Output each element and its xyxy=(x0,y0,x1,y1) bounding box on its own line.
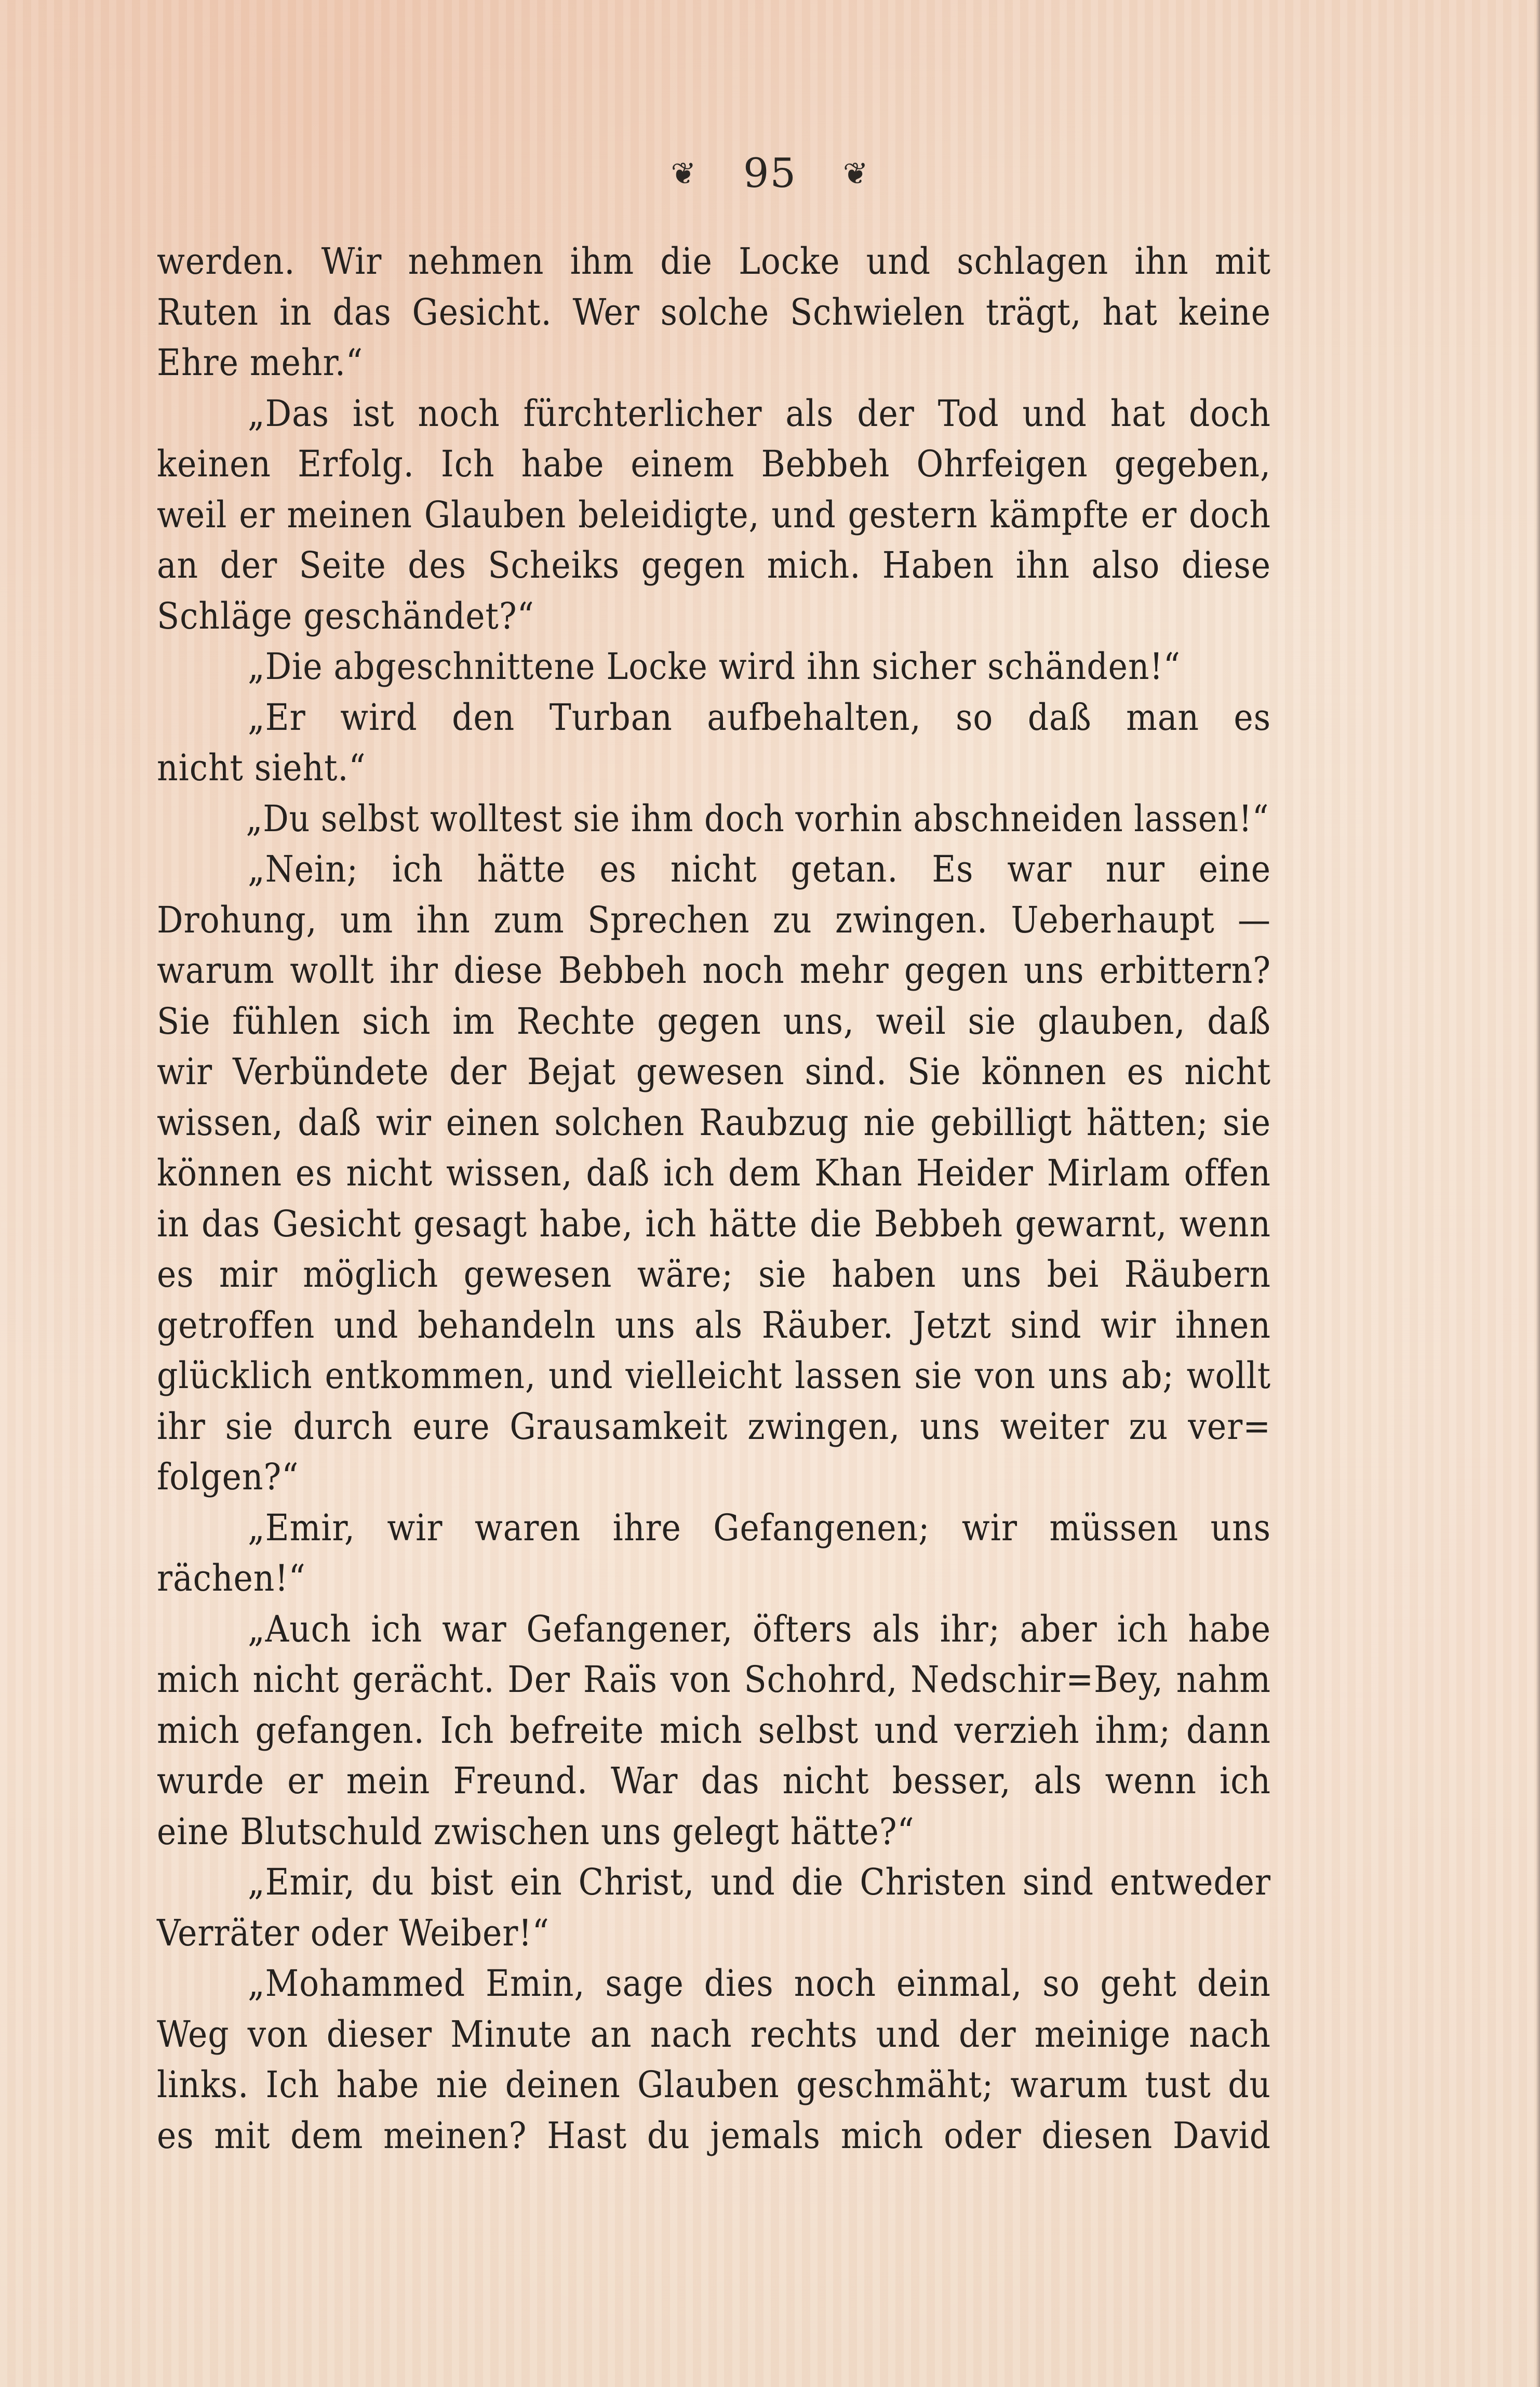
page-number: 95 xyxy=(743,150,797,197)
text-line: in das Gesicht gesagt habe, ich hätte die Bebbeh gewarnt, wenn xyxy=(157,1202,1271,1245)
body-text xyxy=(157,236,1271,2161)
paragraph-first-line: „Die abgeschnittene Locke wird ihn sicher schänden!“ xyxy=(248,645,1181,688)
text-line: es mit dem meinen? Hast du jemals mich oder diesen David xyxy=(157,2114,1271,2157)
text-line: Ehre mehr.“ xyxy=(157,341,364,384)
text-line: nicht sieht.“ xyxy=(157,746,366,789)
paragraph-first-line: „Emir, wir waren ihre Gefangenen; wir müssen uns xyxy=(248,1506,1271,1549)
text-line: Drohung, um ihn zum Sprechen zu zwingen. Ueberhaupt — xyxy=(157,898,1271,941)
text-line: getroffen und behandeln uns als Räuber. Jetzt sind wir ihnen xyxy=(157,1303,1271,1346)
text-line: warum wollt ihr diese Bebbeh noch mehr gegen uns erbittern? xyxy=(157,949,1271,992)
text-line: glücklich entkommen, und vielleicht lassen sie von uns ab; wollt xyxy=(157,1354,1271,1397)
paragraph-first-line: „Emir, du bist ein Christ, und die Christen sind entweder xyxy=(248,1861,1271,1903)
paragraph-first-line: „Nein; ich hätte es nicht getan. Es war nur eine xyxy=(248,848,1271,890)
text-line: links. Ich habe nie deinen Glauben geschmäht; warum tust du xyxy=(157,2063,1271,2106)
page-edge-shadow xyxy=(1536,0,1540,2387)
paragraph-first-line: „Auch ich war Gefangener, öfters als ihr; aber ich habe xyxy=(248,1607,1271,1650)
text-line: ihr sie durch eure Grausamkeit zwingen, uns weiter zu ver= xyxy=(157,1405,1271,1448)
ornament-right-icon: ❦ xyxy=(842,155,869,191)
text-line: werden. Wir nehmen ihm die Locke und schlagen ihn mit xyxy=(157,240,1271,283)
text-line: folgen?“ xyxy=(157,1456,299,1498)
paragraph-first-line: „Er wird den Turban aufbehalten, so daß man es xyxy=(248,696,1271,739)
text-line: Weg von dieser Minute an nach rechts und der meinige nach xyxy=(157,2012,1271,2056)
paragraph-first-line: „Das ist noch fürchterlicher als der Tod und hat doch xyxy=(248,392,1271,435)
text-line: mich gefangen. Ich befreite mich selbst und verzieh ihm; dann xyxy=(157,1709,1271,1752)
text-line: Sie fühlen sich im Rechte gegen uns, weil sie glauben, daß xyxy=(157,999,1271,1043)
text-line: Schläge geschändet?“ xyxy=(157,594,534,637)
text-line: weil er meinen Glauben beleidigte, und gestern kämpfte er doch xyxy=(157,493,1271,536)
text-line: eine Blutschuld zwischen uns gelegt hätte?“ xyxy=(157,1810,915,1853)
text-line: wurde er mein Freund. War das nicht besser, als wenn ich xyxy=(157,1759,1271,1802)
text-line: wissen, daß wir einen solchen Raubzug nie gebilligt hätten; sie xyxy=(157,1101,1271,1144)
text-line: Verräter oder Weiber!“ xyxy=(157,1911,550,1954)
text-line: mich nicht gerächt. Der Raïs von Schohrd, Nedschir=Bey, nahm xyxy=(157,1658,1271,1701)
paragraph-first-line: „Du selbst wolltest sie ihm doch vorhin abschneiden lassen!“ xyxy=(246,797,1269,840)
ornament-left-icon: ❦ xyxy=(671,155,698,191)
text-line: rächen!“ xyxy=(157,1557,306,1599)
text-line: Ruten in das Gesicht. Wer solche Schwielen trägt, hat keine xyxy=(157,290,1271,334)
text-line: keinen Erfolg. Ich habe einem Bebbeh Ohrfeigen gegeben, xyxy=(157,443,1271,485)
text-line: wir Verbündete der Bejat gewesen sind. Sie können es nicht xyxy=(157,1050,1271,1093)
text-line: können es nicht wissen, daß ich dem Khan Heider Mirlam offen xyxy=(157,1152,1271,1194)
text-line: an der Seite des Scheiks gegen mich. Haben ihn also diese xyxy=(157,544,1271,586)
paragraph-first-line: „Mohammed Emin, sage dies noch einmal, so geht dein xyxy=(248,1962,1271,2005)
text-line: es mir möglich gewesen wäre; sie haben uns bei Räubern xyxy=(157,1253,1271,1296)
page-header xyxy=(0,139,1540,205)
